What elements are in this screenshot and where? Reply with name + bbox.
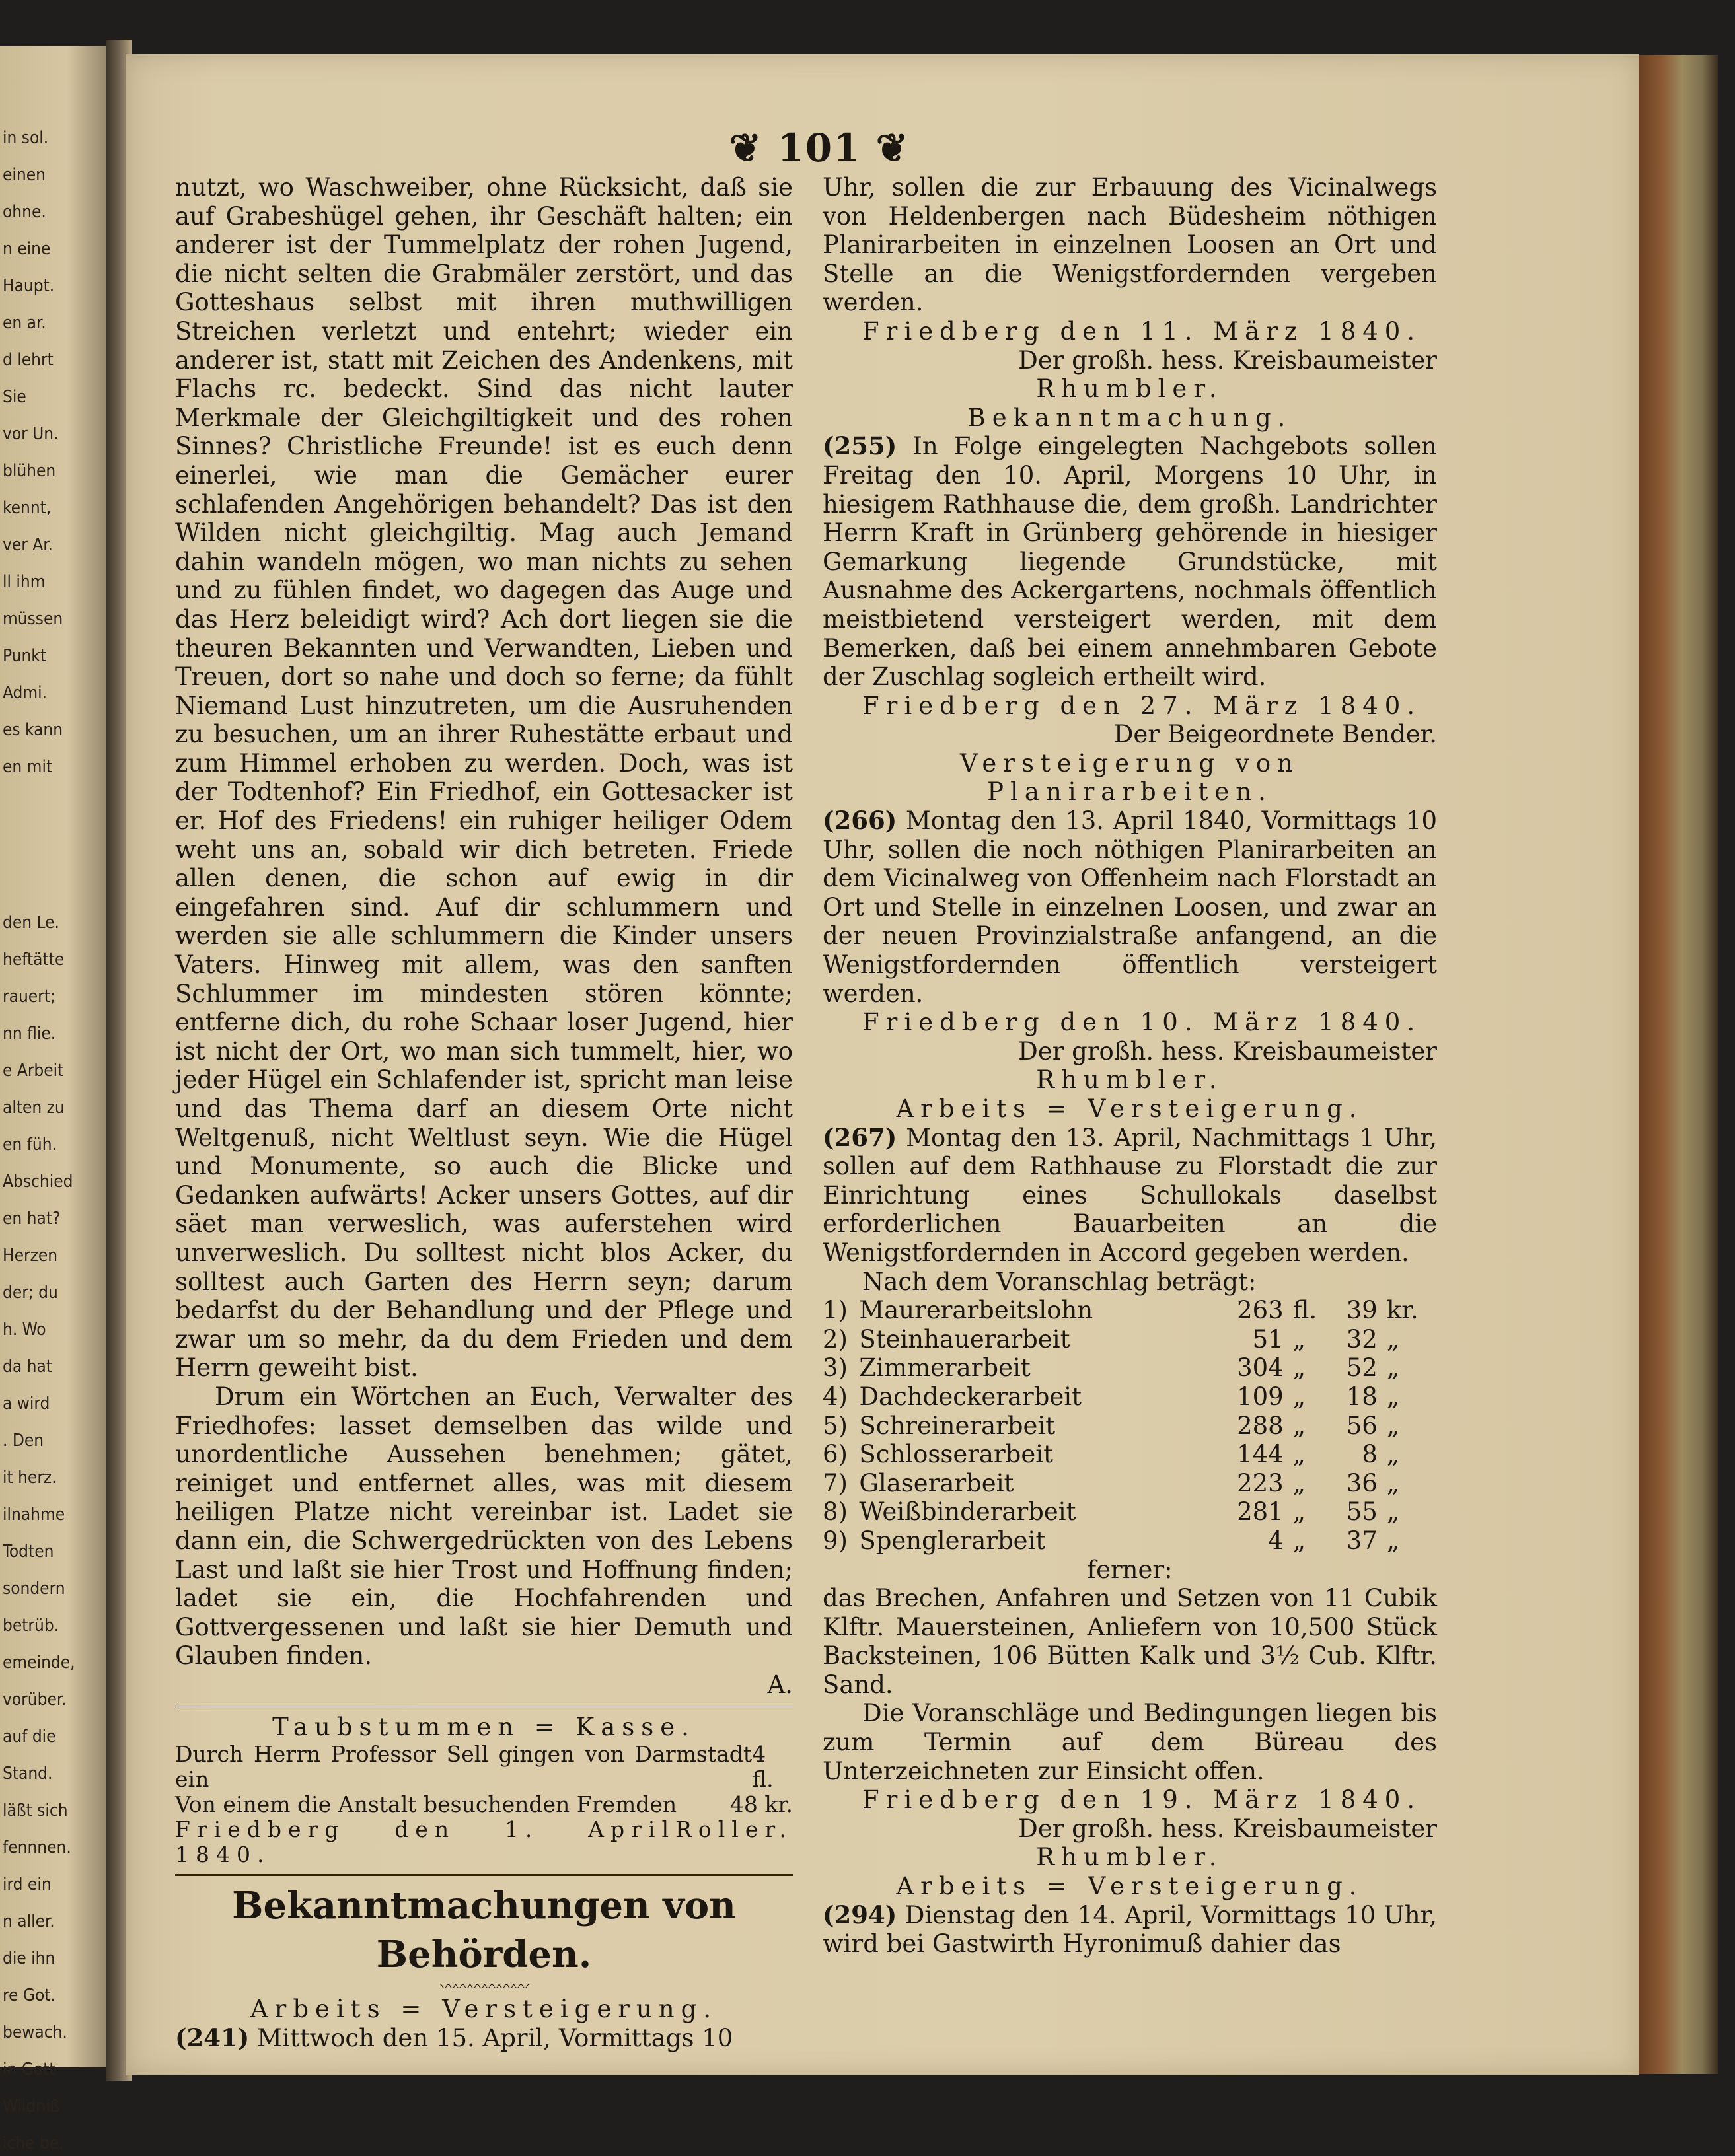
left-page-fragment: heftätte <box>3 950 65 970</box>
left-page-fragment: d lehrt <box>3 350 54 370</box>
cost-fl-unit: „ <box>1292 1324 1306 1353</box>
left-page-fragment: Stand. <box>3 1764 53 1783</box>
cost-fl: 288 <box>1237 1411 1284 1440</box>
left-page-fragment: nn flie. <box>3 1024 56 1044</box>
left-page-fragment: den Le. <box>3 913 59 933</box>
cost-kr: 55 <box>1346 1497 1378 1527</box>
left-page-fragment: auf die <box>3 1727 56 1746</box>
cost-kr: 39 <box>1346 1296 1378 1325</box>
taub-title: Taubstummen = Kasse. <box>272 1713 696 1742</box>
cost-kr: 8 <box>1362 1440 1378 1469</box>
left-page-fragment: müssen <box>3 609 63 629</box>
ad-date: Friedberg den 10. März 1840. <box>862 1008 1422 1037</box>
cost-label: Schreinerarbeit <box>859 1411 1056 1440</box>
left-page-fragment: kennt, <box>3 498 52 518</box>
cost-row <box>823 1383 1437 1412</box>
ornament-left: ❦ <box>729 126 778 170</box>
ad-signer-name: Rhumbler. <box>1036 375 1224 404</box>
ad-signer: Der Beigeordnete Bender. <box>1113 720 1437 749</box>
left-page-fragment: en mit <box>3 757 53 777</box>
cost-fl-unit: „ <box>1292 1468 1306 1497</box>
cost-fl-unit: „ <box>1292 1382 1306 1411</box>
cost-row <box>823 1325 1437 1354</box>
cost-index: 8) <box>823 1497 848 1527</box>
cost-kr-unit: „ <box>1386 1353 1400 1383</box>
ad-text: (266) Montag den 13. April 1840, Vormittags 10 Uhr, sollen die noch nöthigen Planirarbeiten an dem Vicinalweg von Offenheim nach Florstadt an Ort und Stelle in einzelnen Loosen, und zwar an der neuen Provinzialstraße anfangend, an die Wenigstfordernden öffentlich versteigert werden. <box>823 806 1437 1008</box>
left-page-fragment: in sol. <box>3 128 49 148</box>
ad-date: Friedberg den 27. März 1840. <box>862 691 1422 720</box>
cost-fl-unit: fl. <box>1292 1296 1317 1325</box>
ad-text: Uhr, sollen die zur Erbauung des Vicinalwegs von Heldenbergen nach Büdesheim nöthigen Planirarbeiten in einzelnen Loosen an Ort und Stelle an die Wenigstfordernden vergeben werden. <box>823 173 1437 317</box>
left-page-fragment: Haupt. <box>3 276 55 296</box>
cost-index: 9) <box>823 1526 848 1555</box>
cost-kr: 56 <box>1346 1411 1378 1440</box>
left-page-fragment: emeinde, <box>3 1653 75 1672</box>
cost-index: 6) <box>823 1440 848 1469</box>
cost-kr-unit: „ <box>1386 1411 1400 1440</box>
left-page-fragment: in Gott <box>3 2060 55 2079</box>
left-page-fragment: vorüber. <box>3 1690 67 1709</box>
ad-text: (241) Mittwoch den 15. April, Vormittags 10 <box>175 2023 733 2052</box>
cost-kr: 37 <box>1346 1526 1378 1555</box>
left-page-fragment: e Arbeit <box>3 1061 64 1081</box>
left-page-fragment: einen <box>3 165 46 185</box>
left-page-fragment: betrüb. <box>3 1616 59 1635</box>
section-title: Bekanntmachungen von Behörden. <box>232 1884 736 1977</box>
cost-kr-unit: „ <box>1386 1382 1400 1411</box>
cost-label: Schlosserarbeit <box>859 1440 1053 1469</box>
ad-title: Bekanntmachung. <box>967 403 1292 432</box>
ad-signer-name: Rhumbler. <box>1036 1065 1224 1095</box>
cost-label: Maurerarbeitslohn <box>859 1296 1093 1325</box>
ad-text: Die Voranschläge und Bedingungen liegen bis zum Termin auf dem Büreau des Unterzeichneten zur Einsicht offen. <box>823 1699 1437 1785</box>
cost-row <box>823 1440 1437 1469</box>
cost-kr: 18 <box>1346 1382 1378 1411</box>
left-page-fragment: . Den <box>3 1431 44 1451</box>
ad-date: Friedberg den 11. März 1840. <box>862 316 1422 345</box>
left-page-fragment: da hat <box>3 1357 52 1377</box>
cost-kr-unit: „ <box>1386 1440 1400 1469</box>
left-page-fragment: die ihn <box>3 1949 55 1968</box>
cost-fl: 109 <box>1237 1382 1284 1411</box>
ad-title: Arbeits = Versteigerung. <box>896 1872 1364 1901</box>
left-column <box>175 173 793 2052</box>
page-number: 101 <box>777 126 862 170</box>
left-page-fragment: re Got. <box>3 1986 55 2005</box>
cost-label: Zimmerarbeit <box>859 1353 1031 1383</box>
cost-fl-unit: „ <box>1292 1440 1306 1469</box>
left-page-fragment: Admi. <box>3 683 48 703</box>
cost-label: Steinhauerarbeit <box>859 1324 1070 1353</box>
cost-row <box>823 1353 1437 1383</box>
left-page-fragment: Punkt <box>3 646 47 666</box>
left-page-fragment: rauert; <box>3 987 55 1007</box>
ad-text: (255) In Folge eingelegten Nachgebots sollen Freitag den 10. April, Morgens 10 Uhr, in hiesigem Rathhause die, dem großh. Landrichter Herrn Kraft in Grünberg gehörende in hiesiger Gemarkung liegende Grundstücke, mit Ausnahme des Ackergartens, nochmals öffentlich meistbietend versteigert werden, mit dem Bemerken, daß bei einem annehmbaren Gebote der Zuschlag sogleich ertheilt wird. <box>823 431 1437 692</box>
cost-fl: 51 <box>1252 1324 1284 1353</box>
cost-label: Spenglerarbeit <box>859 1526 1046 1555</box>
left-page-fragment: ohne. <box>3 202 46 222</box>
left-page-fragment: fennnen. <box>3 1838 71 1857</box>
ad-date: Friedberg den 19. März 1840. <box>862 1785 1422 1815</box>
cost-fl: 4 <box>1268 1526 1284 1555</box>
cost-fl: 304 <box>1237 1353 1284 1383</box>
cost-label: Weißbinderarbeit <box>859 1497 1076 1527</box>
cost-row <box>823 1412 1437 1441</box>
ferner-label: ferner: <box>1087 1555 1173 1584</box>
left-page-fragment: Todten <box>3 1542 54 1562</box>
left-page-fragment: n aller. <box>3 1912 55 1931</box>
cost-kr-unit: „ <box>1386 1497 1400 1527</box>
cost-fl: 281 <box>1237 1497 1284 1527</box>
left-page-fragment: bewach. <box>3 2023 67 2042</box>
left-page-edge <box>0 46 111 2153</box>
ad-signer-name: Rhumbler. <box>1036 1843 1224 1872</box>
cost-index: 4) <box>823 1382 848 1411</box>
cost-table <box>823 1296 1437 1555</box>
cost-kr-unit: „ <box>1386 1324 1400 1353</box>
left-page-fragment: sondern <box>3 1579 65 1599</box>
cost-label: Dachdeckerarbeit <box>859 1382 1082 1411</box>
cost-index: 1) <box>823 1296 848 1325</box>
left-page-fragment: vor Un. <box>3 424 59 444</box>
cost-index: 7) <box>823 1468 848 1497</box>
cost-kr: 32 <box>1346 1324 1378 1353</box>
left-page-fragment: n eine <box>3 239 51 259</box>
ad-text: das Brechen, Anfahren und Setzen von 11 Cubik Klftr. Mauersteinen, Anliefern von 10,500 Stück Backsteinen, 106 Bütten Kalk und 3½ Cub. Klftr. Sand. <box>823 1584 1437 1699</box>
left-page-fragment: en ar. <box>3 313 46 333</box>
book-edge <box>1639 55 1718 2074</box>
cost-fl: 144 <box>1237 1440 1284 1469</box>
left-page-fragment: blühen <box>3 461 56 481</box>
cost-row <box>823 1497 1437 1527</box>
ad-title: Versteigerung von Planirarbeiten. <box>960 748 1300 807</box>
left-page-fragment: Sie <box>3 387 26 407</box>
left-page-fragment: a wird <box>3 1394 50 1414</box>
left-page-fragment: Wildniß <box>3 2097 60 2116</box>
taub-entries <box>175 1742 793 1867</box>
left-page-fragment: en füh. <box>3 1135 57 1155</box>
page-header <box>687 126 951 170</box>
cost-row <box>823 1527 1437 1556</box>
left-page-fragment: der; du <box>3 1283 58 1303</box>
ad-text: (267) Montag den 13. April, Nachmittags 1 Uhr, sollen auf dem Rathhause zu Florstadt die zur Einrichtung eines Schullokals daselbst erforderlichen Bauarbeiten an die Wenigstfordernden in Accord gegeben werden. <box>823 1122 1437 1267</box>
essay-signature: A. <box>767 1670 793 1699</box>
cost-fl-unit: „ <box>1292 1353 1306 1383</box>
ad-signer: Der großh. hess. Kreisbaumeister <box>1018 1036 1437 1065</box>
cost-row <box>823 1296 1437 1325</box>
cost-kr-unit: kr. <box>1386 1296 1419 1325</box>
left-page-fragment: ll ihm <box>3 572 46 592</box>
cost-fl-unit: „ <box>1292 1526 1306 1555</box>
cost-kr: 36 <box>1346 1468 1378 1497</box>
left-page-fragment: h. Wo <box>3 1320 46 1340</box>
cost-index: 2) <box>823 1324 848 1353</box>
left-page-fragment: ird ein <box>3 1875 52 1894</box>
divider <box>175 1706 793 1707</box>
cost-fl: 263 <box>1237 1296 1284 1325</box>
left-page-fragment: it herz. <box>3 1468 57 1488</box>
cost-kr: 52 <box>1346 1353 1378 1383</box>
ad-title: Arbeits = Versteigerung. <box>250 1995 718 2024</box>
divider <box>175 1874 793 1876</box>
left-page-fragment: ver Ar. <box>3 535 53 555</box>
cost-kr-unit: „ <box>1386 1468 1400 1497</box>
cost-fl-unit: „ <box>1292 1497 1306 1527</box>
cost-fl: 223 <box>1237 1468 1284 1497</box>
wave-ornament: 〰〰〰〰〰〰 <box>440 1978 528 1997</box>
cost-intro: Nach dem Voranschlag beträgt: <box>862 1267 1257 1296</box>
cost-label: Glaserarbeit <box>859 1468 1014 1497</box>
taub-row: Durch Herrn Professor Sell gingen von Darmstadt ein 4 fl. <box>175 1741 774 1793</box>
right-column <box>823 173 1437 1958</box>
ad-signer: Der großh. hess. Kreisbaumeister <box>1018 345 1437 375</box>
left-page-fragment: alten zu <box>3 1098 65 1118</box>
left-page-fragment: Herzen <box>3 1246 58 1266</box>
cost-index: 3) <box>823 1353 848 1383</box>
ornament-right: ❦ <box>861 126 910 170</box>
left-page-fragment: Abschied <box>3 1172 73 1192</box>
taub-row: Von einem die Anstalt besuchenden Fremden 48 kr. <box>175 1791 793 1818</box>
taub-row: Friedberg den 1. April 1840. Roller. <box>175 1816 793 1868</box>
ad-text: (294) Dienstag den 14. April, Vormittags 10 Uhr, wird bei Gastwirth Hyronimuß dahier das <box>823 1900 1437 1958</box>
cost-row <box>823 1469 1437 1498</box>
cost-index: 5) <box>823 1411 848 1440</box>
cost-fl-unit: „ <box>1292 1411 1306 1440</box>
left-page-fragment: läßt sich <box>3 1801 68 1820</box>
essay-text-2: Drum ein Wörtchen an Euch, Verwalter des Friedhofes: lasset demselben das wilde und unordentliche Aussehen benehmen; gätet, reiniget und entfernet alles, was mit diesem heiligen Platze nicht vereinbar ist. Ladet sie dann ein, die Schwergedrückten von des Lebens Last und laßt sie hier Trost und Hoffnung finden; ladet sie ein, die Hochfahrenden und Gottvergessenen und laßt sie hier Demuth und Glauben finden. <box>175 1382 793 1671</box>
ad-signer: Der großh. hess. Kreisbaumeister <box>1018 1814 1437 1843</box>
left-page-fragment: en hat? <box>3 1209 61 1229</box>
essay-text: nutzt, wo Waschweiber, ohne Rücksicht, daß sie auf Grabeshügel gehen, ihr Geschäft halten; ein anderer ist der Tummelplatz der rohen Jugend, die nicht selten die Grabmäler zerstört, und das Gotteshaus selbst mit ihren muthwilligen Streichen verletzt und entehrt; wieder ein anderer ist, statt mit Zeichen des Andenkens, mit Flachs rc. bedeckt. Sind das nicht lauter Merkmale der Gleichgiltigkeit und des rohen Sinnes? Christliche Freunde! ist es euch denn einerlei, wie man die Gemächer eurer schlafenden Angehörigen behandelt? Das ist den Wilden nicht gleichgiltig. Mag auch Jemand dahin wandeln mögen, wo man nichts zu sehen und zu fühlen findet, wo dagegen das Auge und das Herz beleidigt wird? Ach dort liegen sie die theuren Bekannten und Verwandten, Lieben und Treuen, dort so nahe und doch so ferne; da fühlt Niemand Lust hinzutreten, um die Ausruhenden zu besuchen, um an ihrer Ruhestätte erbaut und zum Himmel erhoben zu werden. Doch, was ist der Todtenhof? Ein Friedhof, ein Gottesacker ist er. Hof des Friedens! ein ruhiger heiliger Odem weht uns an, sobald wir dich betreten. Friede allen denen, die schon auf ewig in dir eingefahren sind. Auf dir schlummern und werden sie alle schlummern die Kinder unsers Vaters. Hinweg mit allem, was den sanften Schlummer im mindesten stören könnte; entferne dich, du rohe Schaar loser Jugend, hier ist nicht der Ort, wo man sich tummelt, hier, wo jeder Hügel ein Schlafender ist, spricht man leise und das Thema darf an diesem Orte nicht Weltgenuß, nicht Weltlust seyn. Wie die Hügel und Monumente, so auch die Blicke und Gedanken aufwärts! Acker unsers Gottes, auf dir säet man verweslich, was auferstehen wird unverweslich. Du solltest nicht blos Acker, du solltest auch Garten des Herrn seyn; darum bedarfst du der Behandlung und der Pflege und zwar um so mehr, da du dem Frieden und dem Herrn geweiht bist. <box>175 173 793 1383</box>
cost-kr-unit: „ <box>1386 1526 1400 1555</box>
left-page-fragment: iche be. <box>3 2134 64 2153</box>
left-page-fragment: es kann <box>3 720 63 740</box>
left-page-fragment: ilnahme <box>3 1505 65 1525</box>
ad-title: Arbeits = Versteigerung. <box>896 1095 1364 1123</box>
